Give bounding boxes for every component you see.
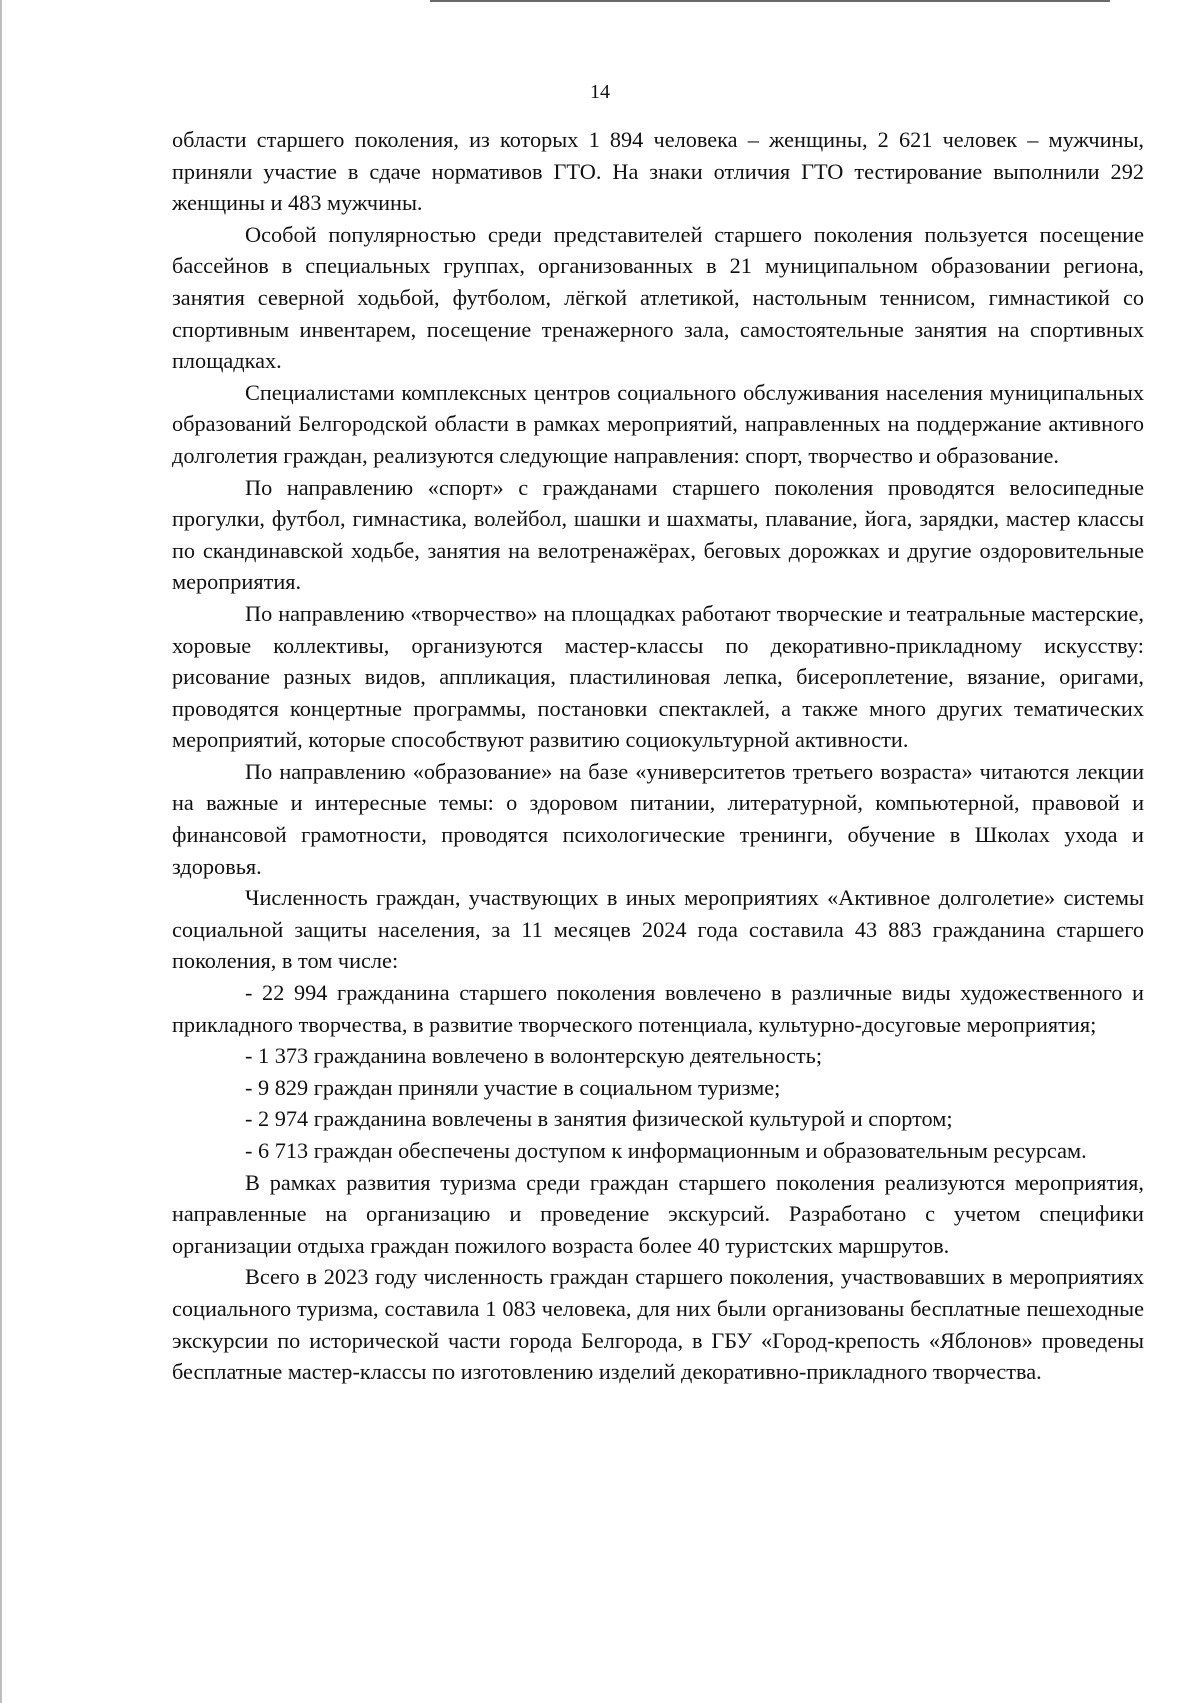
paragraph-popular-activities: Особой популярностью среди представителей старшего поколения пользуется посещение бассейнов в специальных группах, организованных в 21 муниципальном образовании региона, занятия северной ходьбой, футболом, лёгкой атлетикой, настольным теннисом, гимнастикой со спортивным инвентарем, посещение тренажерного зала, самостоятельные занятия на спортивных площадках. [172,221,1144,374]
scan-top-border [430,0,1110,2]
page-number: 14 [590,81,610,103]
list-item: - 9 829 граждан приняли участие в социальном туризме; [245,1074,781,1100]
paragraph-social-centers: Специалистами комплексных центров социального обслуживания населения муниципальных образований Белгородской области в рамках мероприятий, направленных на поддержание активного долголетия граждан, реализуются следующие направления: спорт, творчество и образование. [172,379,1144,468]
list-item: - 22 994 гражданина старшего поколения вовлечено в различные виды художественного и прикладного творчества, в развитие творческого потенциала, культурно-досуговые мероприятия; [172,980,1144,1037]
paragraph-education: По направлению «образование» на базе «университетов третьего возраста» читаются лекции на важные и интересные темы: о здоровом питании, литературной, компьютерной, правовой и финансовой грамотности, проводятся психологические тренинги, обучение в Школах ухода и здоровья. [172,758,1144,879]
paragraph-gto-continuation: области старшего поколения, из которых 1 894 человека – женщины, 2 621 человек – мужчины, приняли участие в сдаче нормативов ГТО. На знаки отличия ГТО тестирование выполнили 292 женщины и 483 мужчины. [172,127,1144,216]
paragraph-sport: По направлению «спорт» с гражданами старшего поколения проводятся велосипедные прогулки, футбол, гимнастика, волейбол, шашки и шахматы, плавание, йога, зарядки, мастер классы по скандинавской ходьбе, занятия на велотренажёрах, беговых дорожках и другие оздоровительные мероприятия. [172,474,1144,595]
document-body [172,124,1144,1388]
list-item: - 2 974 гражданина вовлечены в занятия физической культурой и спортом; [245,1106,953,1132]
scan-left-border [0,0,2,1703]
paragraph-tourism: В рамках развития туризма среди граждан старшего поколения реализуются мероприятия, направленные на организацию и проведение экскурсий. Разработано с учетом специфики организации отдыха граждан пожилого возраста более 40 туристских маршрутов. [172,1169,1144,1258]
paragraph-participants-total: Численность граждан, участвующих в иных мероприятиях «Активное долголетие» системы социальной защиты населения, за 11 месяцев 2024 года составила 43 883 гражданина старшего поколения, в том числе: [172,885,1144,974]
paragraph-creativity: По направлению «творчество» на площадках работают творческие и театральные мастерские, хоровые коллективы, организуются мастер-классы по декоративно-прикладному искусству: рисование разных видов, аппликация, пластилиновая лепка, бисероплетение, вязание, оригами, проводятся концертные программы, постановки спектаклей, а также много других тематических мероприятий, которые способствуют развитию социокультурной активности. [172,600,1144,753]
list-item: - 1 373 гражданина вовлечено в волонтерскую деятельность; [245,1043,823,1069]
paragraph-tourism-2023: Всего в 2023 году численность граждан старшего поколения, участвовавших в мероприятиях социального туризма, составила 1 083 человека, для них были организованы бесплатные пешеходные экскурсии по исторической части города Белгорода, в ГБУ «Город-крепость «Яблонов» проведены бесплатные мастер-классы по изготовлению изделий декоративно-прикладного творчества. [172,1264,1144,1385]
list-item: - 6 713 граждан обеспечены доступом к информационным и образовательным ресурсам. [245,1138,1087,1163]
